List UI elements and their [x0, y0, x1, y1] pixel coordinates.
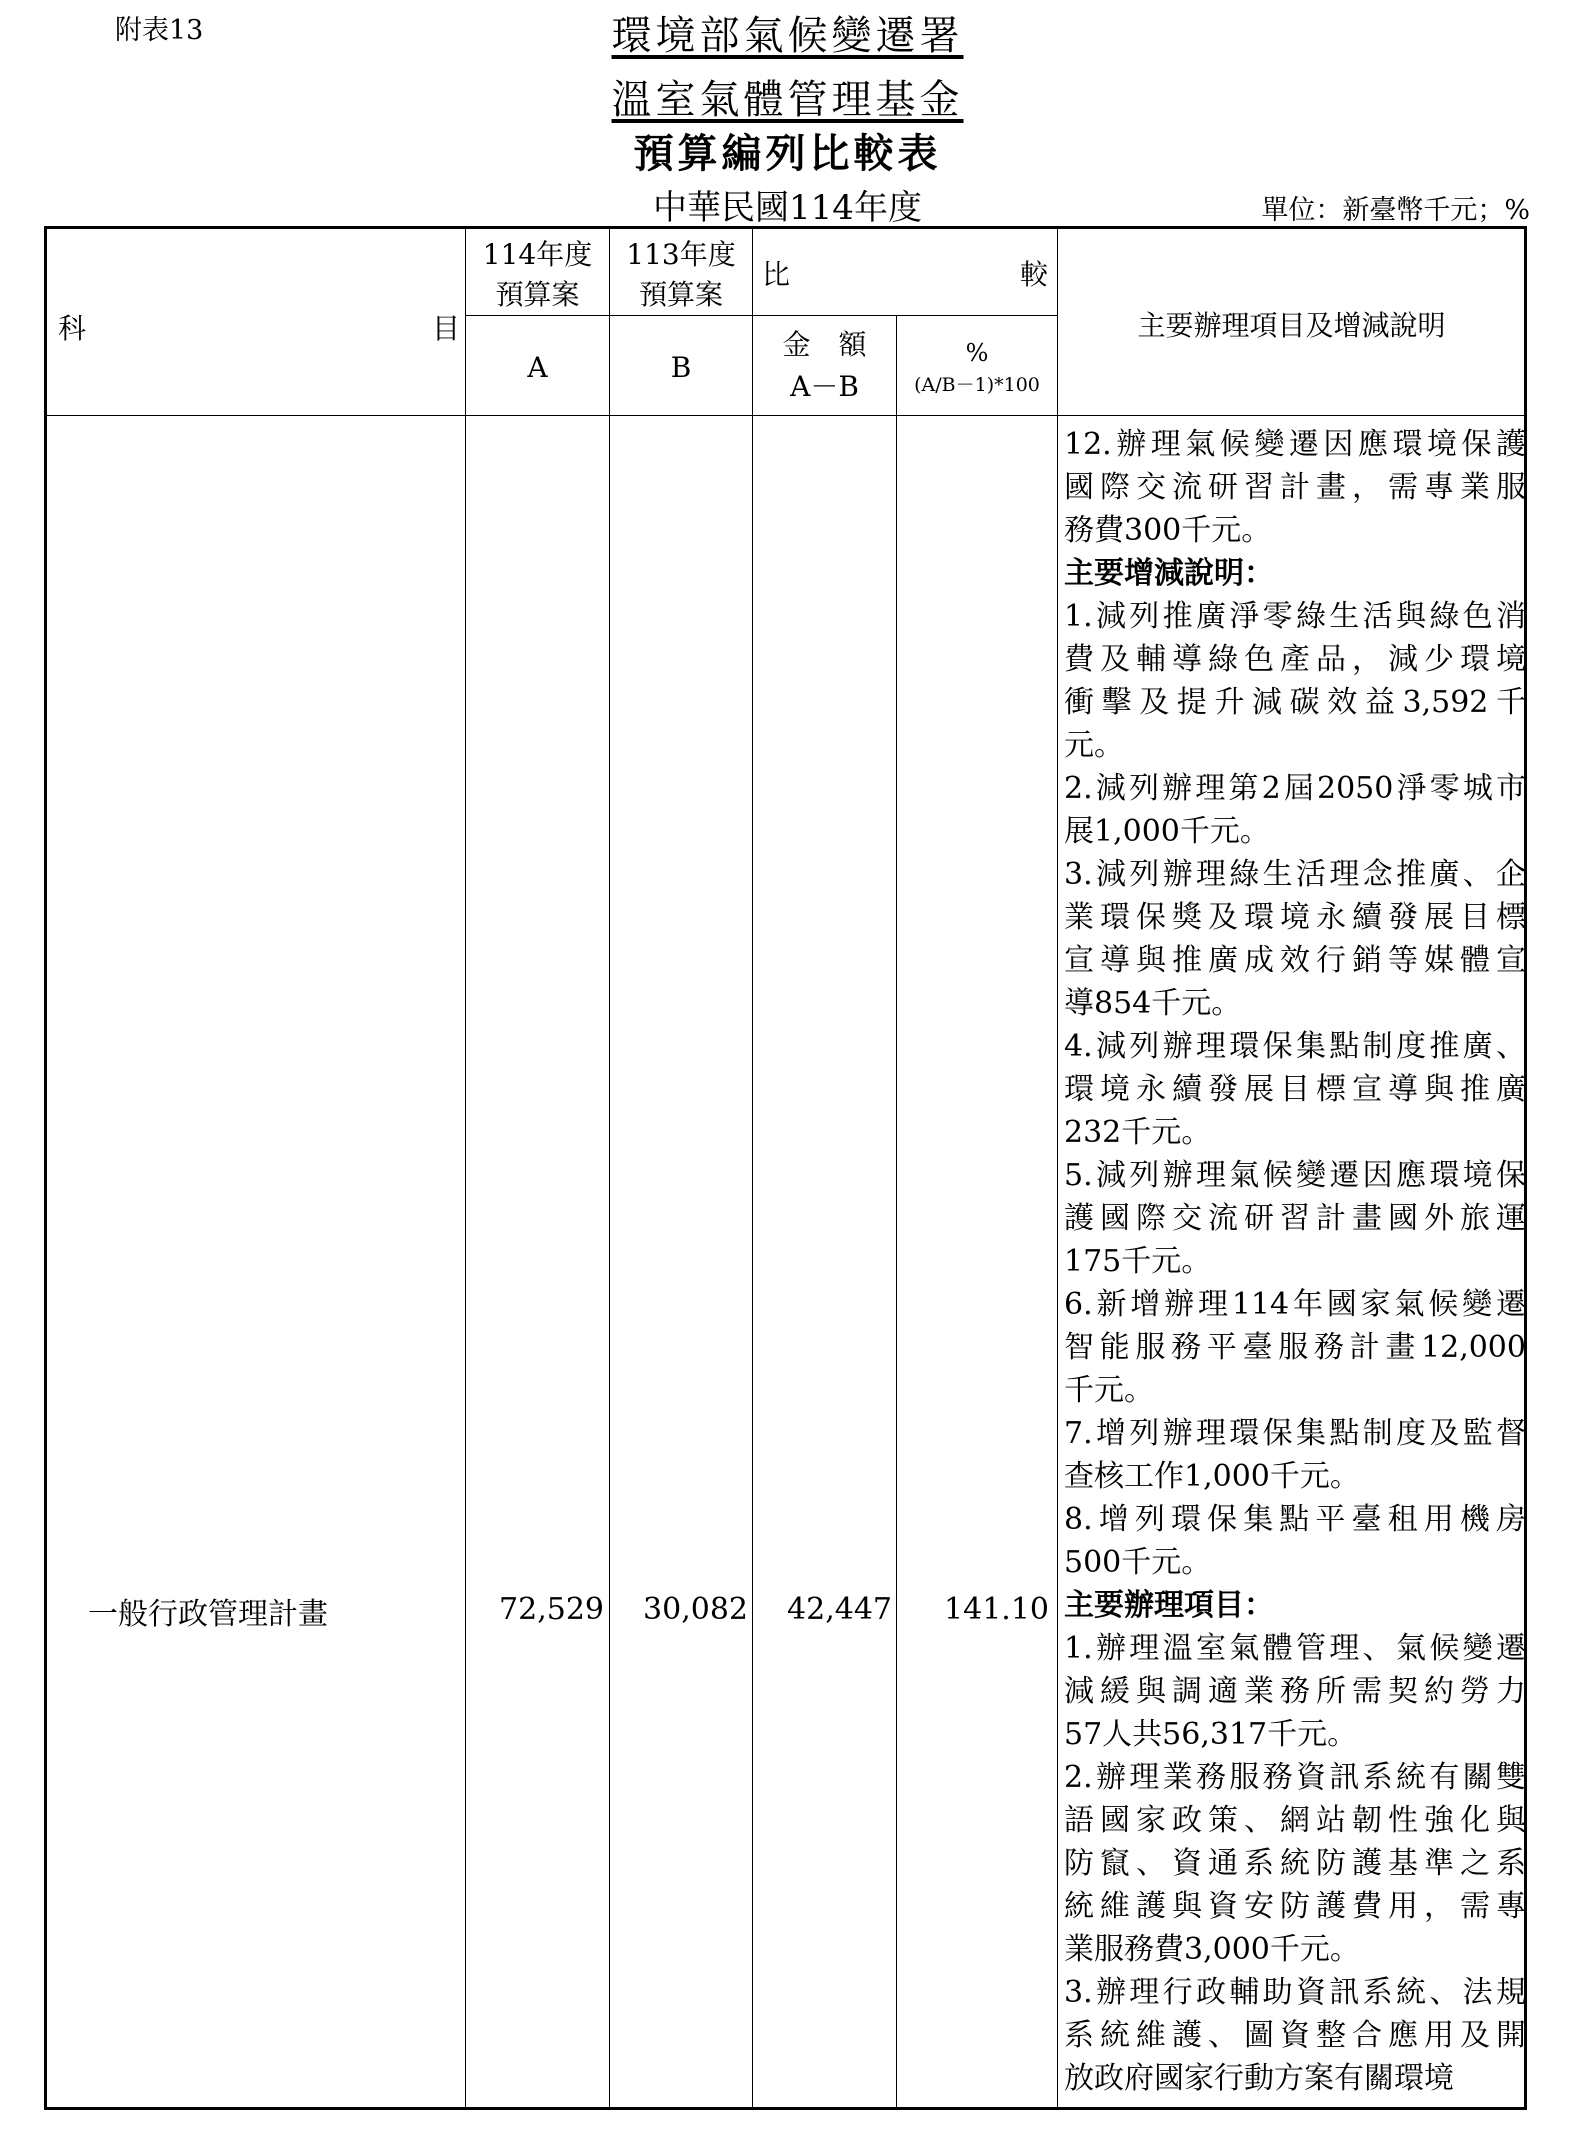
- description-line: 5.減列辦理氣候變遷因應環境保: [1064, 1158, 1526, 1193]
- subject-header-left: 科: [58, 312, 87, 345]
- description-line: 查核工作1,000千元。: [1064, 1459, 1360, 1494]
- description-line: 費及輔導綠色產品，減少環境: [1064, 642, 1526, 677]
- description-line: 2.減列辦理第2屆2050淨零城市: [1064, 771, 1526, 806]
- annex-label: 附表13: [115, 15, 204, 46]
- description-text: [1064, 423, 1526, 2100]
- description-line: 6.新增辦理114年國家氣候變遷: [1064, 1287, 1526, 1322]
- amount-header: 金 額: [782, 328, 867, 361]
- description-line: 務費300千元。: [1064, 513, 1272, 548]
- compare-header-right: 較: [1020, 258, 1049, 291]
- description-line: 4.減列辦理環保集點制度推廣、: [1064, 1029, 1526, 1064]
- agency-title: 環境部氣候變遷署: [611, 13, 964, 59]
- description-line: 放政府國家行動方案有關環境: [1064, 2061, 1454, 2096]
- description-section-heading: 主要增減說明：: [1064, 556, 1274, 591]
- description-line: 護國際交流研習計畫國外旅運: [1064, 1201, 1526, 1236]
- percent-header: %: [965, 339, 989, 367]
- percent-value: 141.10: [944, 1592, 1049, 1627]
- fund-title: 溫室氣體管理基金: [611, 77, 964, 123]
- percent-formula: (A/B－1)*100: [914, 374, 1040, 396]
- col-divider: [465, 228, 466, 2108]
- description-line: 7.增列辦理環保集點制度及監督: [1064, 1416, 1526, 1451]
- compare-header-left: 比: [762, 258, 791, 291]
- description-line: 8.增列環保集點平臺租用機房: [1064, 1502, 1526, 1537]
- col-divider: [609, 228, 610, 2108]
- description-line: 1.減列推廣淨零綠生活與綠色消: [1064, 599, 1526, 634]
- description-line: 導854千元。: [1064, 986, 1242, 1021]
- col-b-code: B: [670, 351, 692, 384]
- description-header: 主要辦理項目及增減說明: [1137, 309, 1446, 342]
- col-divider: [752, 228, 753, 2108]
- header-divider: [465, 315, 1057, 316]
- subject-header-right: 目: [432, 312, 461, 345]
- description-line: 宣導與推廣成效行銷等媒體宣: [1064, 943, 1526, 978]
- description-line: 業服務費3,000千元。: [1064, 1932, 1360, 1967]
- description-line: 減緩與調適業務所需契約勞力: [1064, 1674, 1526, 1709]
- description-line: 1.辦理溫室氣體管理、氣候變遷: [1064, 1631, 1526, 1666]
- amount-formula: A－B: [790, 370, 859, 403]
- col-b-label: 預算案: [638, 278, 723, 311]
- description-line: 環境永續發展目標宣導與推廣: [1064, 1072, 1526, 1107]
- col-a-year: 114年度: [482, 238, 593, 271]
- description-line: 展1,000千元。: [1064, 814, 1270, 849]
- header-bottom-line: [46, 415, 1525, 416]
- description-line: 12.辦理氣候變遷因應環境保護: [1064, 427, 1526, 462]
- col-divider: [896, 315, 897, 2108]
- description-section-heading: 主要辦理項目：: [1064, 1588, 1274, 1623]
- description-line: 系統維護、圖資整合應用及開: [1064, 2018, 1526, 2053]
- unit-label: 單位：新臺幣千元；%: [1261, 195, 1530, 226]
- description-line: 千元。: [1064, 1373, 1154, 1408]
- description-line: 500千元。: [1064, 1545, 1212, 1580]
- description-line: 防竄、資通系統防護基準之系: [1064, 1846, 1526, 1881]
- description-line: 232千元。: [1064, 1115, 1212, 1150]
- subject-name: 一般行政管理計畫: [88, 1597, 328, 1632]
- description-line: 元。: [1064, 728, 1124, 763]
- col-a-label: 預算案: [495, 278, 580, 311]
- description-line: 2.辦理業務服務資訊系統有關雙: [1064, 1760, 1526, 1795]
- budget-113-value: 30,082: [643, 1592, 748, 1627]
- fiscal-year: 中華民國114年度: [653, 188, 922, 228]
- description-line: 57人共56,317千元。: [1064, 1717, 1358, 1752]
- description-line: 3.辦理行政輔助資訊系統、法規: [1064, 1975, 1526, 2010]
- table-title: 預算編列比較表: [633, 130, 942, 177]
- col-divider: [1057, 228, 1058, 2108]
- description-line: 175千元。: [1064, 1244, 1212, 1279]
- description-line: 3.減列辦理綠生活理念推廣、企: [1064, 857, 1526, 892]
- description-line: 國際交流研習計畫，需專業服: [1064, 470, 1526, 505]
- col-b-year: 113年度: [626, 238, 736, 271]
- budget-114-value: 72,529: [499, 1592, 604, 1627]
- description-line: 業環保獎及環境永續發展目標: [1064, 900, 1526, 935]
- col-a-code: A: [527, 351, 548, 384]
- description-line: 語國家政策、網站韌性強化與: [1064, 1803, 1526, 1838]
- description-line: 衝擊及提升減碳效益3,592千: [1064, 685, 1526, 720]
- description-line: 統維護與資安防護費用，需專: [1064, 1889, 1526, 1924]
- description-line: 智能服務平臺服務計畫12,000: [1064, 1330, 1526, 1365]
- difference-value: 42,447: [787, 1592, 892, 1627]
